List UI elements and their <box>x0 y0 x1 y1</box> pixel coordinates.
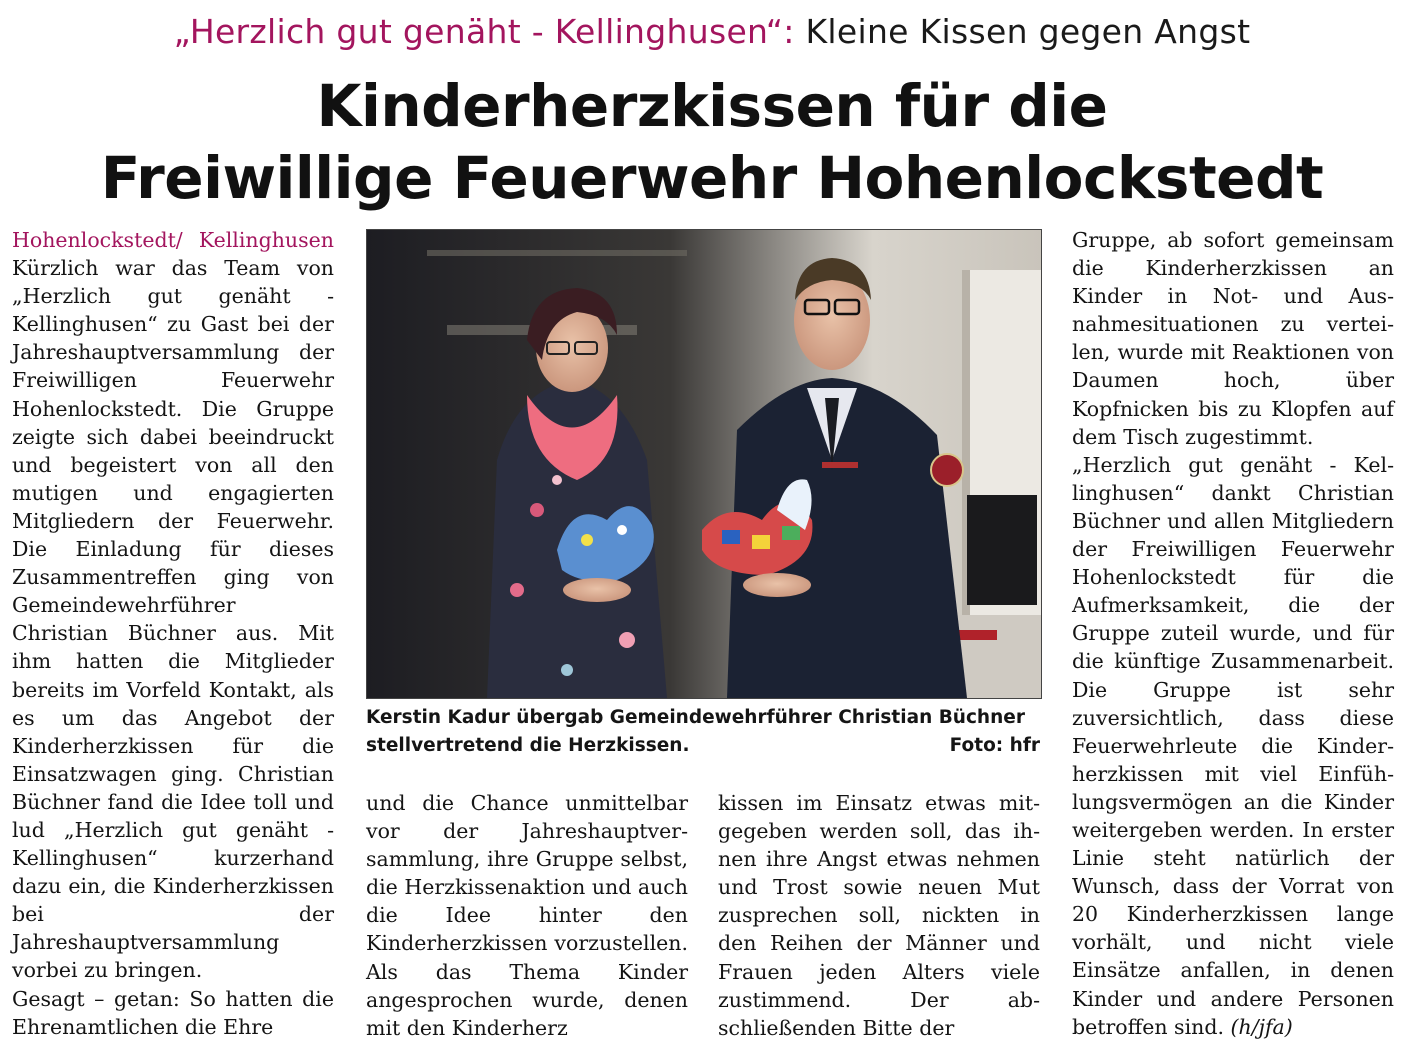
article-kicker <box>0 12 1424 51</box>
author-signature: (h/jfa) <box>1230 1014 1293 1039</box>
dateline: Hohenlockstedt/ Kellinghusen <box>12 228 334 252</box>
article-photo <box>366 229 1042 699</box>
headline-line-2: Freiwillige Feuerwehr Hohenlockstedt <box>100 144 1324 212</box>
text-column-1 <box>12 226 334 1041</box>
caption-text: Kerstin Kadur übergab Gemeindewehrführer Christian Büchner stellvertretend die Herzkissen. <box>366 707 1025 756</box>
closing-text: „Herzlich gut genäht - Kellinghusen“ dankt Christian Büchner und allen Mitgliedern der Freiwilligen Feuerwehr Hohenlockstedt für die Aufmerksamkeit, die der Gruppe zuteil wurde, und für die künftige Zusammenarbeit. Die Gruppe ist sehr zuversichtlich, dass diese Feuerwehrleute die Kinderherzkissen mit viel Einfühlungsvermögen an die Kinder weitergeben werden. In erster Linie steht natürlich der Wunsch, dass der Vorrat von 20 Kinderherzkissen lange vorhält, und nicht viele Einsätze anfallen, in denen Kinder und andere Personen betroffen sind. <box>1072 452 1394 1039</box>
paragraph: kissen im Einsatz etwas mitgegeben werden soll, das ihnen ihre Angst etwas nehmen und Trost sowie neuen Mut zusprechen soll, nickten in den Reihen der Männer und Frauen jeden Alters viele zustimmend. Der abschließenden Bitte der <box>718 791 1040 1040</box>
paragraph: Gruppe, ab sofort gemeinsam die Kinderherzkissen an Kinder in Not- und Ausnahmesituationen zu verteilen, wurde mit Reaktionen von Daumen hoch, über Kopfnicken bis zu Klopfen auf dem Tisch zugestimmt. <box>1072 228 1394 449</box>
headline-line-1: Kinderherzkissen für die <box>316 72 1108 140</box>
paragraph: Gesagt – getan: So hatten die Ehrenamtlichen die Ehre <box>12 986 334 1039</box>
text-column-2 <box>366 789 688 1042</box>
lead-paragraph <box>12 226 334 985</box>
text-column-3 <box>718 789 1040 1042</box>
text-column-4 <box>1072 226 1394 1041</box>
photo-illustration <box>367 230 1041 698</box>
closing-paragraph <box>1072 451 1394 1041</box>
paragraph: und die Chance unmittelbar vor der Jahreshauptversammlung, ihre Gruppe selbst, die Herzkissenaktion und auch die Idee hinter den Kinderherzkissen vorzustellen. Als das Thema Kinder angesprochen wurde, denen mit den Kinderherz <box>366 791 688 1040</box>
kicker-subtitle: Kleine Kissen gegen Angst <box>805 12 1251 51</box>
lead-text: Kürzlich war das Team von „Herzlich gut genäht - Kellinghusen“ zu Gast bei der Jahreshauptversammlung der Freiwilligen Feuerwehr Hohenlockstedt. Die Gruppe zeigte sich dabei beeindruckt und begeistert von all den mutigen und engagierten Mitgliedern der Feuerwehr. Die Einladung für dieses Zusammentreffen ging von Gemeindewehrführer Christian Büchner aus. Mit ihm hatten die Mitglieder bereits im Vorfeld Kontakt, als es um das Angebot der Kinderherzkissen für die Einsatzwagen ging. Christian Büchner fand die Idee toll und lud „Herzlich gut genäht - Kellinghusen“ kurzerhand dazu ein, die Kinderherzkissen bei der Jahreshauptversammlung vorbei zu bringen. <box>12 256 334 983</box>
article-headline <box>0 70 1424 214</box>
kicker-series-name: „Herzlich gut genäht - Kellinghusen“: <box>173 12 795 51</box>
photo-caption <box>366 704 1040 760</box>
photo-credit: Foto: hfr <box>949 735 1040 756</box>
